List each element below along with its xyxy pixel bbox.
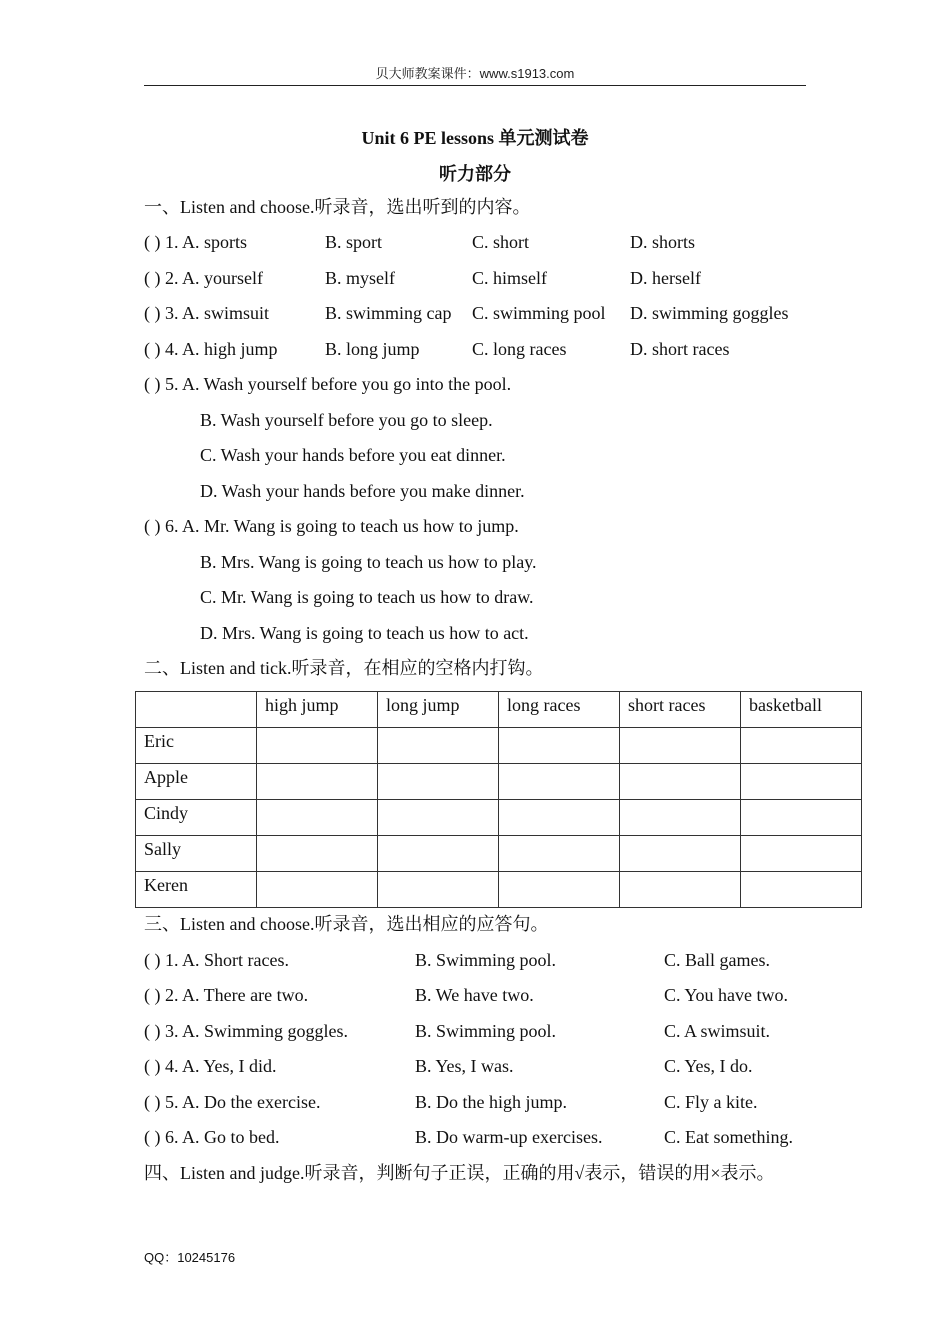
tick-cell[interactable]: [499, 728, 620, 764]
option-b: B. We have two.: [415, 985, 534, 1005]
s1-q5-option-a: ( ) 5. A. Wash yourself before you go into the pool.: [144, 374, 512, 394]
option-c: C. Yes, I do.: [664, 1056, 753, 1076]
option-a: ( ) 6. A. Go to bed.: [144, 1127, 280, 1147]
s1-question-2: [144, 265, 806, 291]
tick-cell[interactable]: [499, 872, 620, 908]
tick-table: [135, 691, 862, 908]
table-row: [136, 764, 862, 800]
tick-cell[interactable]: [257, 764, 378, 800]
option-c: C. swimming pool: [472, 303, 606, 323]
option-a: ( ) 1. A. sports: [144, 232, 247, 252]
row-label: Apple: [136, 764, 257, 800]
s3-question-2: [144, 982, 806, 1008]
tick-cell[interactable]: [378, 872, 499, 908]
option-a: ( ) 2. A. There are two.: [144, 985, 309, 1005]
option-b: B. Yes, I was.: [415, 1056, 514, 1076]
option-c: C. You have two.: [664, 985, 789, 1005]
tick-cell[interactable]: [620, 800, 741, 836]
option-c: C. himself: [472, 268, 547, 288]
row-label: Eric: [136, 728, 257, 764]
s3-question-4: [144, 1053, 806, 1079]
s3-question-1: [144, 947, 806, 973]
option-a: ( ) 1. A. Short races.: [144, 950, 289, 970]
option-c: C. Eat something.: [664, 1127, 793, 1147]
table-header-cell: long races: [499, 692, 620, 728]
tick-cell[interactable]: [257, 800, 378, 836]
option-c: C. long races: [472, 339, 567, 359]
option-d: D. shorts: [630, 232, 696, 252]
option-d: D. short races: [630, 339, 730, 359]
tick-cell[interactable]: [499, 800, 620, 836]
table-row: [136, 728, 862, 764]
table-row: [136, 872, 862, 908]
tick-cell[interactable]: [741, 764, 862, 800]
section1-heading: 一、Listen and choose.听录音，选出听到的内容。: [144, 197, 531, 217]
tick-cell[interactable]: [499, 836, 620, 872]
tick-cell[interactable]: [378, 764, 499, 800]
s1-question-1: [144, 229, 806, 255]
option-c: C. Ball games.: [664, 950, 770, 970]
tick-cell[interactable]: [257, 836, 378, 872]
s3-question-6: [144, 1124, 806, 1150]
row-label: Keren: [136, 872, 257, 908]
tick-cell[interactable]: [741, 800, 862, 836]
tick-cell[interactable]: [378, 800, 499, 836]
s1-q5-option-d: D. Wash your hands before you make dinner.: [200, 481, 525, 501]
tick-cell[interactable]: [620, 764, 741, 800]
s1-question-3: [144, 300, 806, 326]
row-label: Cindy: [136, 800, 257, 836]
tick-cell[interactable]: [378, 728, 499, 764]
option-c: C. Fly a kite.: [664, 1092, 758, 1112]
table-header-cell: high jump: [257, 692, 378, 728]
tick-cell[interactable]: [620, 836, 741, 872]
section4-heading: 四、Listen and judge.听录音，判断句子正误，正确的用√表示，错误的用×表示。: [144, 1163, 775, 1183]
tick-cell[interactable]: [378, 836, 499, 872]
option-b: B. long jump: [325, 339, 420, 359]
table-header-cell: basketball: [741, 692, 862, 728]
row-label: Sally: [136, 836, 257, 872]
tick-cell[interactable]: [620, 872, 741, 908]
s3-question-3: [144, 1018, 806, 1044]
table-row: [136, 800, 862, 836]
option-a: ( ) 4. A. high jump: [144, 339, 278, 359]
option-b: B. Do warm-up exercises.: [415, 1127, 603, 1147]
option-b: B. Swimming pool.: [415, 950, 557, 970]
page-subtitle: 听力部分: [439, 164, 511, 184]
option-a: ( ) 4. A. Yes, I did.: [144, 1056, 277, 1076]
table-header-row: [136, 692, 862, 728]
header-divider: [144, 85, 806, 86]
table-header-cell: long jump: [378, 692, 499, 728]
option-b: B. Swimming pool.: [415, 1021, 557, 1041]
option-b: B. myself: [325, 268, 395, 288]
tick-cell[interactable]: [257, 728, 378, 764]
page-title: Unit 6 PE lessons 单元测试卷: [361, 128, 589, 148]
option-c: C. A swimsuit.: [664, 1021, 771, 1041]
table-header-cell: [136, 692, 257, 728]
option-b: B. Do the high jump.: [415, 1092, 567, 1112]
option-d: D. swimming goggles: [630, 303, 789, 323]
tick-cell[interactable]: [499, 764, 620, 800]
page-header: 贝大师教案课件：www.s1913.com: [375, 66, 575, 81]
option-c: C. short: [472, 232, 530, 252]
option-a: ( ) 3. A. Swimming goggles.: [144, 1021, 349, 1041]
s1-question-4: [144, 336, 806, 362]
tick-cell[interactable]: [741, 836, 862, 872]
option-b: B. swimming cap: [325, 303, 452, 323]
s1-q5-option-b: B. Wash yourself before you go to sleep.: [200, 410, 493, 430]
tick-cell[interactable]: [257, 872, 378, 908]
section2-heading: 二、Listen and tick.听录音，在相应的空格内打钩。: [144, 658, 544, 678]
option-a: ( ) 2. A. yourself: [144, 268, 263, 288]
option-d: D. herself: [630, 268, 701, 288]
s1-q5-option-c: C. Wash your hands before you eat dinner.: [200, 445, 506, 465]
page-footer: QQ：10245176: [144, 1250, 236, 1265]
tick-cell[interactable]: [741, 872, 862, 908]
tick-cell[interactable]: [620, 728, 741, 764]
tick-cell[interactable]: [741, 728, 862, 764]
s1-q6-option-b: B. Mrs. Wang is going to teach us how to play.: [200, 552, 537, 572]
s1-q6-option-d: D. Mrs. Wang is going to teach us how to act.: [200, 623, 529, 643]
option-a: ( ) 5. A. Do the exercise.: [144, 1092, 321, 1112]
s1-q6-option-c: C. Mr. Wang is going to teach us how to draw.: [200, 587, 534, 607]
table-row: [136, 836, 862, 872]
s3-question-5: [144, 1089, 806, 1115]
section3-heading: 三、Listen and choose.听录音，选出相应的应答句。: [144, 914, 549, 934]
table-header-cell: short races: [620, 692, 741, 728]
s1-q6-option-a: ( ) 6. A. Mr. Wang is going to teach us how to jump.: [144, 516, 519, 536]
option-b: B. sport: [325, 232, 383, 252]
option-a: ( ) 3. A. swimsuit: [144, 303, 270, 323]
